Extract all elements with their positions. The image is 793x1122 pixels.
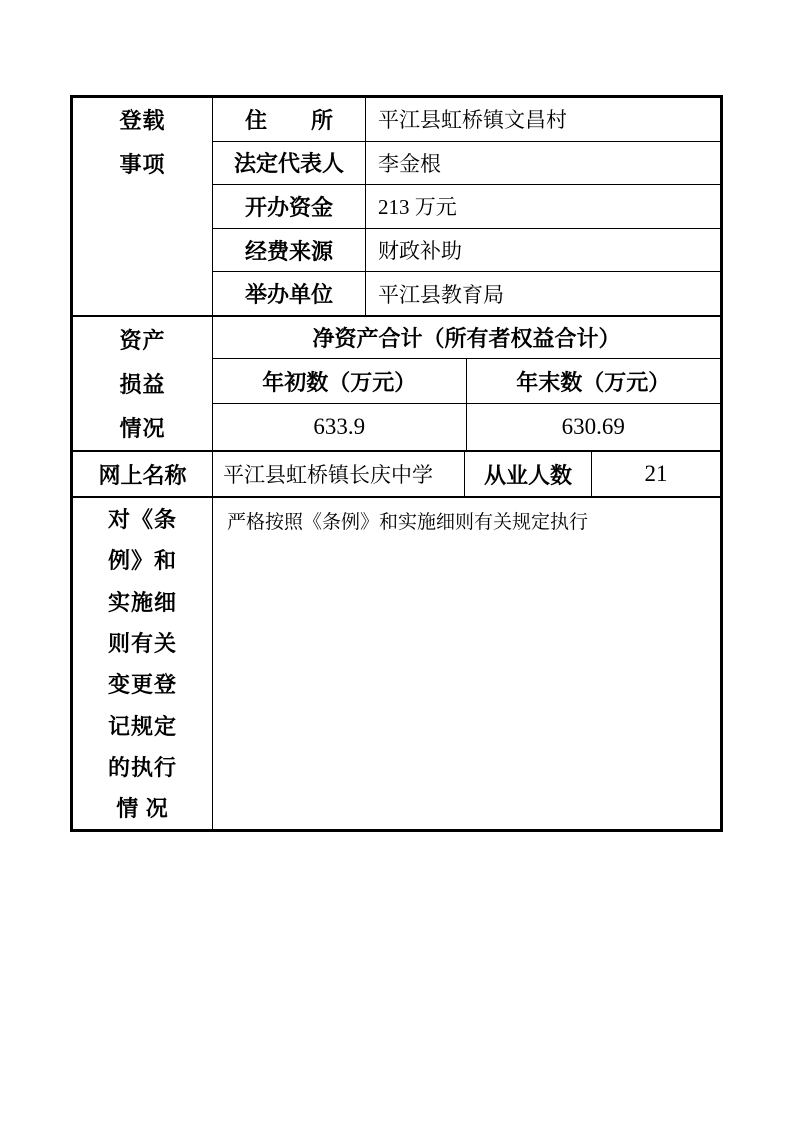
net-assets-title: 净资产合计（所有者权益合计） (213, 317, 720, 359)
compliance-header (73, 498, 213, 829)
field-label-legal-representative: 法定代表人 (213, 142, 366, 185)
year-start-value: 633.9 (213, 404, 467, 450)
section-online-name (73, 452, 720, 498)
section-compliance (73, 498, 720, 829)
registered-items-header-line1: 登载 (119, 108, 166, 134)
compliance-header-line8: 情 况 (116, 796, 169, 822)
staff-count-label: 从业人数 (465, 452, 592, 496)
compliance-statement: 严格按照《条例》和实施细则有关规定执行 (227, 512, 589, 533)
year-end-value: 630.69 (561, 414, 625, 439)
field-label-opening-funds: 开办资金 (213, 185, 366, 228)
table-row-legal-representative (213, 142, 720, 186)
compliance-header-line7: 的执行 (107, 754, 177, 780)
assets-header-line3: 情况 (119, 416, 166, 442)
year-start-header: 年初数（万元） (213, 359, 467, 403)
assets-header (73, 317, 213, 450)
field-label-funding-source: 经费来源 (213, 229, 366, 272)
field-value-opening-funds: 213 万元 (378, 195, 457, 220)
assets-values (213, 404, 720, 450)
online-name-value: 平江县虹桥镇长庆中学 (213, 452, 465, 496)
section-registered-items (73, 98, 720, 317)
table-row-address (213, 98, 720, 142)
field-value-funding-source: 财政补助 (378, 239, 462, 264)
online-name-label: 网上名称 (73, 452, 213, 496)
field-value-legal-representative: 李金根 (378, 151, 441, 176)
assets-column-headers (213, 359, 720, 404)
staff-count-value: 21 (644, 461, 668, 486)
field-label-sponsor-unit: 举办单位 (213, 272, 366, 315)
assets-header-line1: 资产 (119, 327, 166, 353)
field-label-address: 住 所 (213, 98, 366, 141)
compliance-header-line3: 实施细 (107, 589, 177, 615)
compliance-header-line4: 则有关 (107, 631, 177, 657)
registered-items-header (73, 98, 213, 315)
registered-items-header-line2: 事项 (119, 152, 166, 178)
compliance-header-line1: 对《条 (107, 507, 177, 533)
compliance-header-line5: 变更登 (107, 672, 177, 698)
table-row-opening-funds (213, 185, 720, 229)
field-value-address: 平江县虹桥镇文昌村 (378, 108, 567, 133)
assets-grid (213, 317, 720, 450)
field-value-sponsor-unit: 平江县教育局 (378, 282, 504, 307)
table-row-sponsor-unit (213, 272, 720, 315)
compliance-header-line6: 记规定 (107, 713, 177, 739)
compliance-header-line2: 例》和 (107, 548, 177, 574)
table-row-funding-source (213, 229, 720, 273)
registered-items-rows (213, 98, 720, 315)
year-end-header: 年末数（万元） (516, 369, 671, 395)
section-assets (73, 317, 720, 452)
assets-header-line2: 损益 (119, 371, 166, 397)
annual-report-table (70, 95, 723, 832)
